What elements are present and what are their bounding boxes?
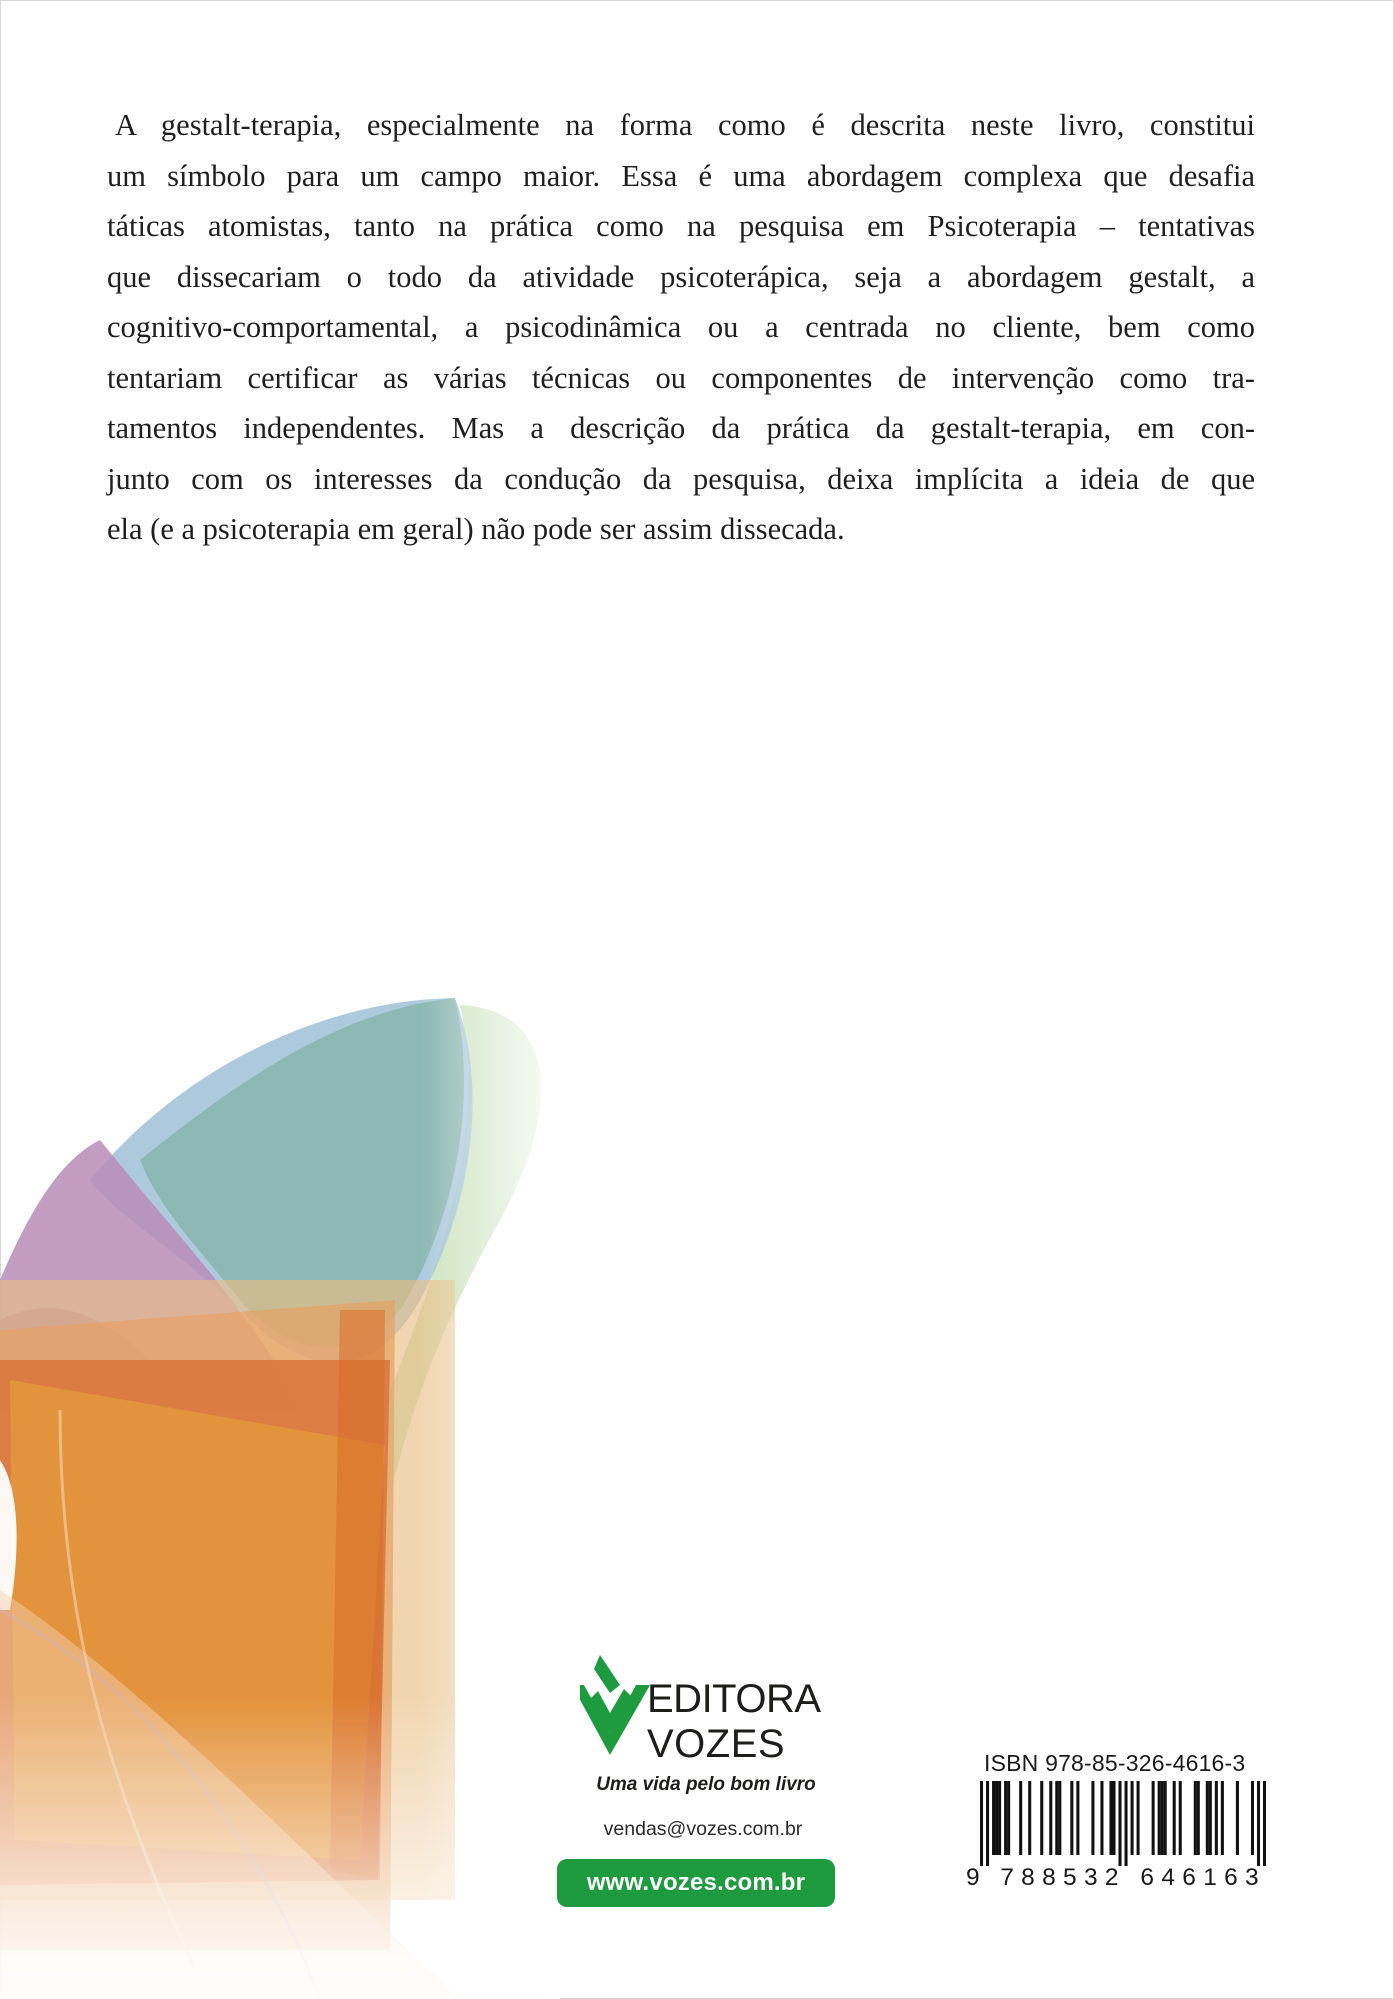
barcode-bar xyxy=(1091,1781,1094,1855)
website-link[interactable]: www.vozes.com.br xyxy=(586,1869,806,1896)
barcode-digit-group1: 788532 xyxy=(1000,1864,1126,1891)
barcode-bar xyxy=(1076,1781,1079,1855)
barcode-bar xyxy=(1197,1781,1200,1855)
blurb-line: que dissecariam o todo da atividade psicoterápica, seja a abordagem gestalt, a xyxy=(107,259,1255,294)
barcode-bar xyxy=(1007,1781,1010,1855)
barcode-digit-lead: 9 xyxy=(966,1864,980,1891)
publisher-name-line2: VOZES xyxy=(647,1722,786,1766)
barcode-bar xyxy=(1173,1781,1176,1855)
barcode-bar xyxy=(1049,1781,1052,1855)
barcode-bar xyxy=(1158,1781,1161,1855)
isbn-label: ISBN 978-85-326-4616-3 xyxy=(984,1750,1246,1776)
barcode-bar xyxy=(986,1781,989,1866)
blurb-line: táticas atomistas, tanto na prática como na pesquisa em Psicoterapia – tentativas xyxy=(107,209,1255,243)
blurb-line: cognitivo-comportamental, a psicodinâmica ou a centrada no cliente, bem como xyxy=(107,310,1255,344)
barcode-digit-group2: 646163 xyxy=(1140,1864,1266,1891)
barcode-bar xyxy=(1263,1781,1266,1866)
blurb-line: junto com os interesses da condução da pesquisa, deixa implícita a ideia de que xyxy=(107,461,1255,496)
blurb-line: um símbolo para um campo maior. Essa é uma abordagem complexa que desafia xyxy=(107,158,1255,193)
barcode-bar xyxy=(992,1781,995,1855)
barcode-bar xyxy=(1137,1781,1140,1855)
barcode-bar xyxy=(1194,1781,1197,1855)
barcode-bar xyxy=(1125,1781,1128,1866)
barcode-bar xyxy=(1004,1781,1007,1855)
barcode-bar xyxy=(1058,1781,1061,1855)
barcode-bar xyxy=(1112,1781,1115,1855)
barcode-digits xyxy=(966,1864,1266,1892)
back-cover-blurb xyxy=(107,100,1255,555)
decorative-artwork xyxy=(0,990,560,1999)
barcode-bar xyxy=(1070,1781,1073,1855)
barcode-bar xyxy=(980,1781,983,1866)
barcode-bar xyxy=(1221,1781,1224,1855)
barcode-bar xyxy=(1215,1781,1218,1855)
publisher-tagline: Uma vida pelo bom livro xyxy=(596,1774,816,1795)
barcode-bar xyxy=(1161,1781,1164,1855)
barcode-bar xyxy=(1209,1781,1212,1855)
blurb-line: tamentos independentes. Mas a descrição da prática da gestalt-terapia, em con- xyxy=(107,411,1255,445)
barcode-bar xyxy=(1257,1781,1260,1866)
blurb-line: tentariam certificar as várias técnicas ou componentes de intervenção como tra- xyxy=(107,360,1255,395)
blurb-line: A gestalt-terapia, especialmente na forma como é descrita neste livro, constitui xyxy=(115,108,1255,142)
barcode-bar xyxy=(1109,1781,1112,1855)
blurb-line: ela (e a psicoterapia em geral) não pode ser assim dissecada. xyxy=(107,512,845,546)
barcode-bar xyxy=(1131,1781,1134,1855)
vozes-logo-icon xyxy=(580,1655,652,1755)
barcode-bar xyxy=(1179,1781,1182,1855)
barcode xyxy=(980,1781,1266,1866)
barcode-bar xyxy=(998,1781,1001,1855)
barcode-bar xyxy=(1019,1781,1022,1855)
barcode-bar xyxy=(1100,1781,1103,1855)
barcode-bar xyxy=(1236,1781,1239,1855)
barcode-bar xyxy=(1040,1781,1043,1855)
barcode-bar xyxy=(1028,1781,1031,1855)
publisher-email[interactable]: vendas@vozes.com.br xyxy=(603,1818,803,1840)
barcode-bar xyxy=(1206,1781,1209,1855)
barcode-bar xyxy=(1152,1781,1155,1855)
barcode-bar xyxy=(1164,1781,1167,1855)
barcode-bar xyxy=(995,1781,998,1855)
barcode-bar xyxy=(1055,1781,1058,1855)
website-badge[interactable] xyxy=(557,1859,835,1907)
barcode-bar xyxy=(1251,1781,1254,1855)
barcode-bar xyxy=(1118,1781,1121,1866)
publisher-name-line1: EDITORA xyxy=(647,1677,821,1721)
